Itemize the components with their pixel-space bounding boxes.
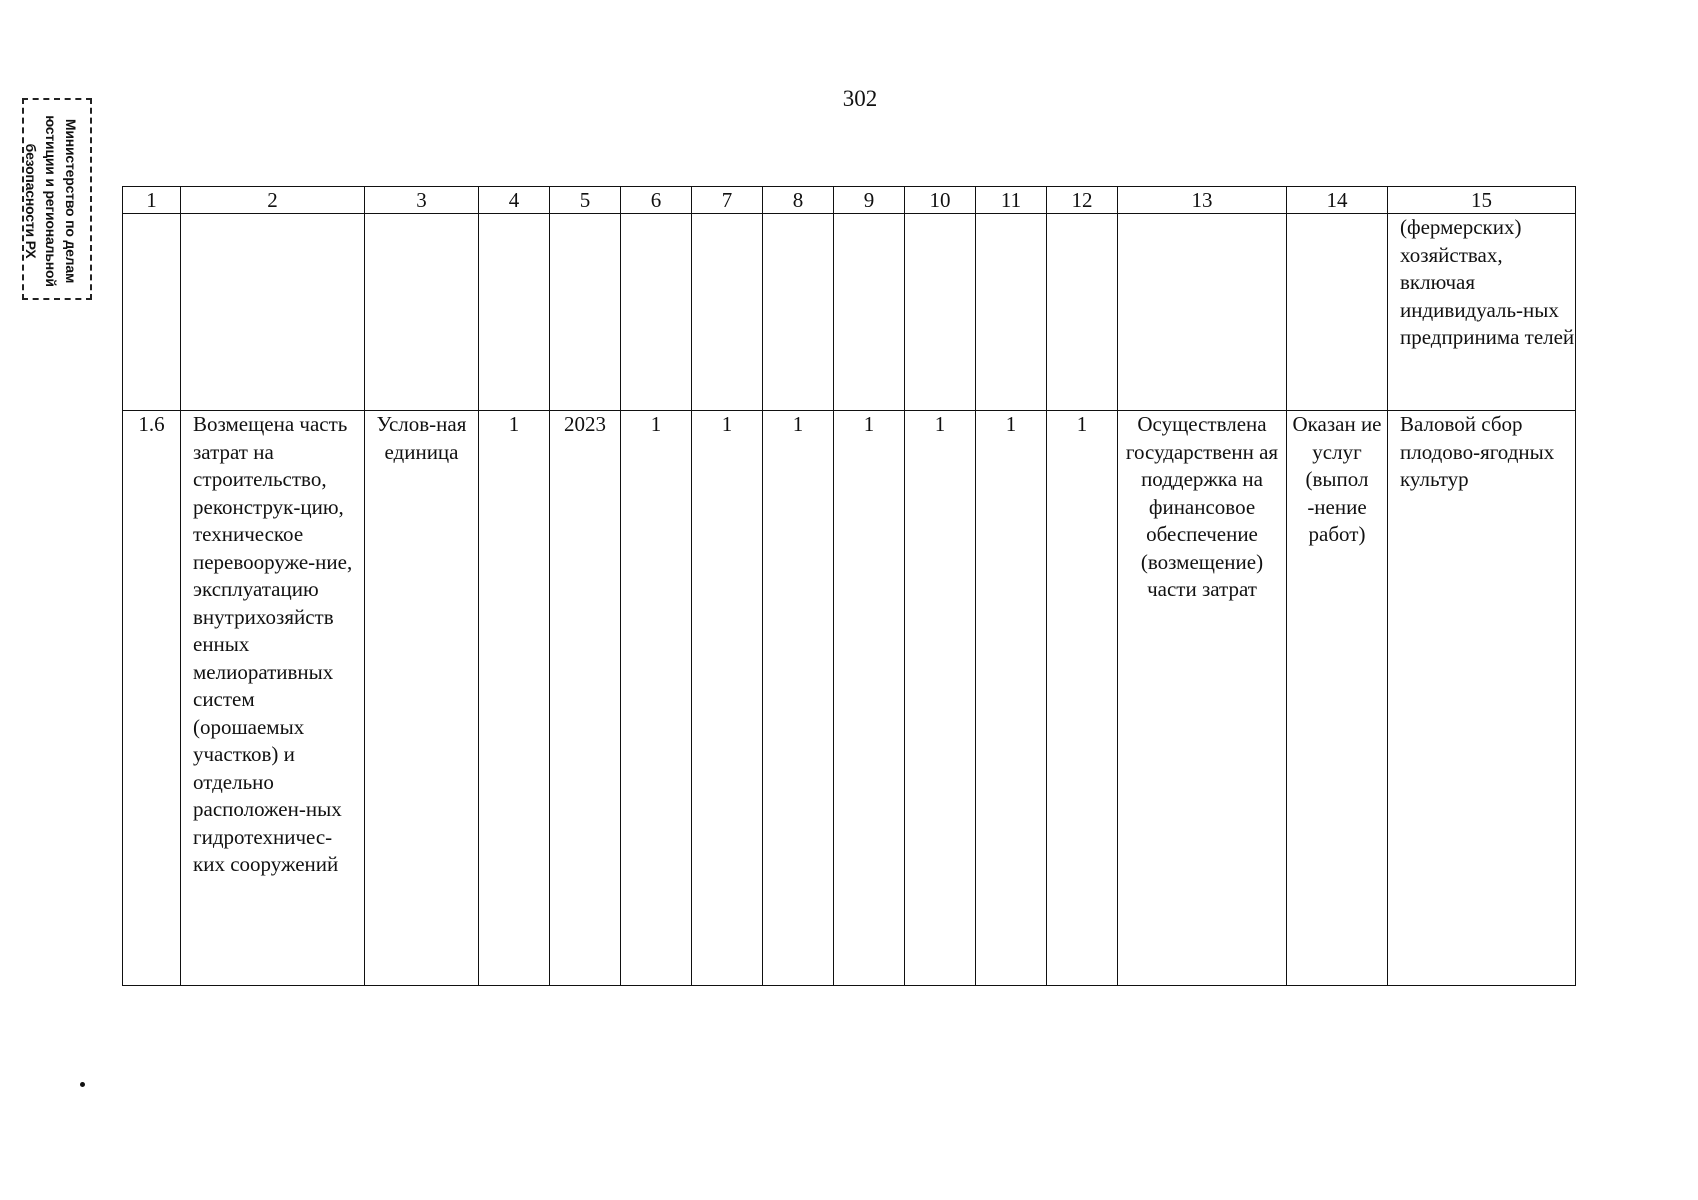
event-type: Осуществлена государственн ая поддержка на финансовое обеспечение (возмещение) части затрат — [1125, 412, 1279, 601]
header-cell: 6 — [621, 187, 692, 214]
unit: Услов-ная единица — [376, 412, 467, 464]
table-cell — [479, 411, 550, 986]
table-cell — [550, 411, 621, 986]
value: 1 — [508, 412, 520, 436]
indicator: Валовой сбор плодово-ягодных культур — [1400, 412, 1555, 491]
stamp-line-1: Министерство по делам — [63, 118, 79, 284]
table-cell — [692, 214, 763, 411]
activity-type: Оказан ие услуг (выпол -нение работ) — [1292, 412, 1382, 546]
table-cell — [905, 411, 976, 986]
header-cell: 9 — [834, 187, 905, 214]
table-cell — [479, 214, 550, 411]
stray-dot — [80, 1082, 85, 1087]
table-cell — [181, 214, 365, 411]
table-cell — [692, 411, 763, 986]
indicator-cell — [1388, 411, 1576, 986]
stamp-line-3: безопасности РХ — [23, 143, 39, 259]
value: 1 — [934, 412, 946, 436]
table-cell — [365, 214, 479, 411]
header-cell: 10 — [905, 187, 976, 214]
table-cell — [621, 411, 692, 986]
header-cell: 5 — [550, 187, 621, 214]
value: 1 — [1076, 412, 1088, 436]
program-table — [122, 186, 1576, 986]
header-cell: 13 — [1118, 187, 1287, 214]
table-cell — [550, 214, 621, 411]
value: 1 — [863, 412, 875, 436]
value: 1 — [721, 412, 733, 436]
stamp-text — [21, 106, 81, 296]
indicator-continuation-text: (фермерских) хозяйствах, включая индивидуаль-ных предпринима телей — [1400, 215, 1575, 349]
unit-cell — [365, 411, 479, 986]
table-cell — [905, 214, 976, 411]
header-cell: 12 — [1047, 187, 1118, 214]
result-name-cell — [181, 411, 365, 986]
activity-type-cell — [1287, 411, 1388, 986]
header-cell: 1 — [123, 187, 181, 214]
stamp-line-2: юстиции и региональной — [43, 115, 59, 287]
header-cell: 7 — [692, 187, 763, 214]
table-cell — [834, 214, 905, 411]
table-cell — [976, 214, 1047, 411]
table-cell — [763, 214, 834, 411]
header-cell: 3 — [365, 187, 479, 214]
table-cell — [763, 411, 834, 986]
event-type-cell — [1118, 411, 1287, 986]
table-cell — [1047, 214, 1118, 411]
value: 1 — [650, 412, 662, 436]
header-cell: 14 — [1287, 187, 1388, 214]
table-cell — [1388, 214, 1576, 411]
table-cell — [1287, 214, 1388, 411]
value: 1 — [1005, 412, 1017, 436]
year: 2023 — [564, 412, 606, 436]
table-row — [123, 411, 1576, 986]
header-cell: 4 — [479, 187, 550, 214]
value: 1 — [792, 412, 804, 436]
table-cell — [976, 411, 1047, 986]
table-header-row — [123, 187, 1576, 214]
page-number: 302 — [842, 86, 878, 111]
header-cell: 8 — [763, 187, 834, 214]
table-cell — [1118, 214, 1287, 411]
row-number: 1.6 — [138, 412, 165, 436]
header-cell: 15 — [1388, 187, 1576, 214]
header-cell: 2 — [181, 187, 365, 214]
table-cell — [123, 214, 181, 411]
table-cell — [834, 411, 905, 986]
table-cell — [621, 214, 692, 411]
header-cell: 11 — [976, 187, 1047, 214]
table-row-continuation — [123, 214, 1576, 411]
row-number-cell — [123, 411, 181, 986]
table-cell — [1047, 411, 1118, 986]
result-name: Возмещена часть затрат на строительство, реконструк-цию, техническое перевооруже-ние, эксплуатацию внутрихозяйств енных мелиоративных систем (орошаемых участков) и отдельно расположен-ных гидротехничес-ких сооружений — [193, 412, 353, 876]
